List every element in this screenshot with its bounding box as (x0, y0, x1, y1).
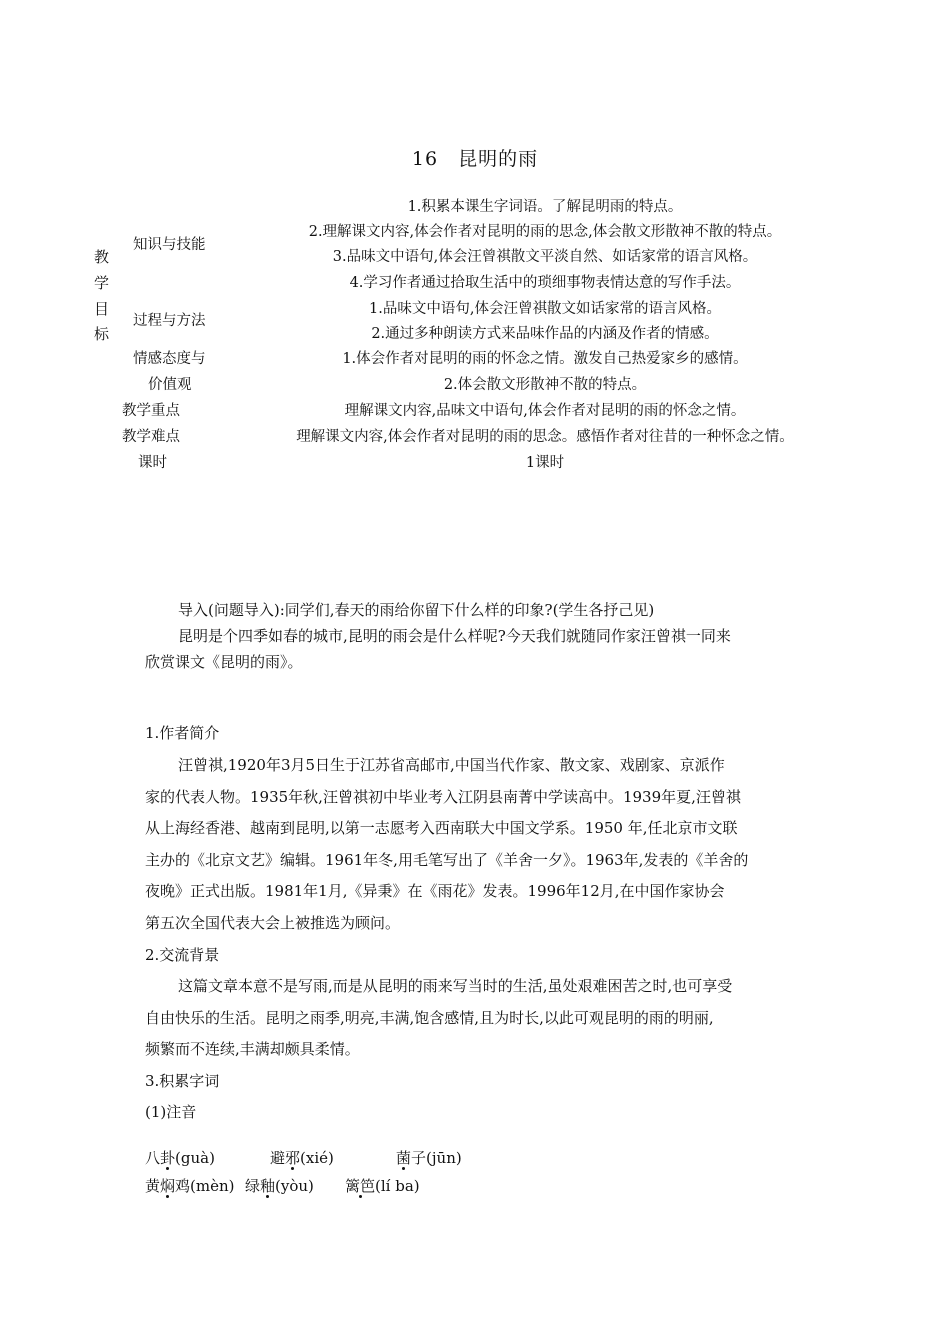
intro-line: 欣赏课文《昆明的雨》。 (145, 653, 303, 671)
background-heading: 2.交流背景 (145, 946, 220, 964)
pinyin: (lí ba) (375, 1177, 420, 1195)
author-line: 从上海经香港、越南到昆明,以第一志愿考入西南联大中国文学系。1950 年,任北京市文联 (145, 819, 738, 837)
vocab-subheading: (1)注音 (145, 1103, 197, 1121)
hours-label: 课时 (138, 455, 167, 471)
knowledge-item: 3.品味文中语句,体会汪曾祺散文平淡自然、如话家常的语言风格。 (332, 249, 758, 265)
vocab-word: 避邪(xié) (270, 1149, 334, 1167)
process-item: 1.品味文中语句,体会汪曾祺散文如话家常的语言风格。 (369, 301, 721, 317)
emphasis-char: 釉 (260, 1177, 276, 1195)
row-header-char: 标 (94, 325, 110, 343)
difficulty: 理解课文内容,体会作者对昆明的雨的思念。感悟作者对往昔的一种怀念之情。 (296, 429, 794, 445)
row-header-char: 目 (94, 300, 110, 318)
vocab-word: 绿釉(yòu) (245, 1177, 314, 1195)
emphasis-char: 卦 (160, 1149, 176, 1167)
knowledge-item: 1.积累本课生字词语。了解昆明雨的特点。 (407, 199, 683, 215)
pinyin: (jūn) (426, 1149, 462, 1167)
emotion-label: 情感态度与 (133, 351, 206, 367)
vocab-word: 菌子(jūn) (396, 1149, 462, 1167)
author-line: 主办的《北京文艺》编辑。1961年冬,用毛笔写出了《羊舍一夕》。1963年,发表的《羊舍的 (145, 851, 749, 869)
pinyin: (mèn) (190, 1177, 235, 1195)
emphasis-char: 菌 (396, 1149, 412, 1167)
pinyin: (xié) (300, 1149, 334, 1167)
author-line: 夜晚》正式出版。1981年1月,《异秉》在《雨花》发表。1996年12月,在中国作家协会 (145, 882, 725, 900)
row-header-char: 学 (94, 274, 110, 292)
emotion-item: 2.体会散文形散神不散的特点。 (443, 377, 647, 393)
author-line: 家的代表人物。1935年秋,汪曾祺初中毕业考入江阴县南菁中学读高中。1939年夏,汪曾祺 (145, 788, 741, 806)
vocab-heading: 3.积累字词 (145, 1072, 220, 1090)
intro-line: 昆明是个四季如春的城市,昆明的雨会是什么样呢?今天我们就随同作家汪曾祺一同来 (178, 627, 731, 645)
emphasis-char: 焖 (160, 1177, 176, 1195)
pinyin: (guà) (175, 1149, 215, 1167)
knowledge-label: 知识与技能 (133, 237, 206, 253)
emotion-item: 1.体会作者对昆明的雨的怀念之情。激发自己热爱家乡的感情。 (342, 351, 748, 367)
author-heading: 1.作者简介 (145, 724, 220, 742)
row-header-char: 教 (94, 248, 110, 266)
process-item: 2.通过多种朗读方式来品味作品的内涵及作者的情感。 (371, 326, 719, 342)
emotion-label-cont: 价值观 (148, 377, 192, 393)
background-line: 这篇文章本意不是写雨,而是从昆明的雨来写当时的生活,虽处艰难困苦之时,也可享受 (178, 977, 733, 995)
author-line: 第五次全国代表大会上被推选为顾问。 (145, 914, 401, 932)
pinyin: (yòu) (275, 1177, 314, 1195)
vocab-word (345, 1171, 420, 1201)
emphasis-char: 邪 (285, 1149, 301, 1167)
background-line: 频繁而不连续,丰满却颇具柔情。 (145, 1040, 360, 1058)
key-point-label: 教学重点 (122, 403, 180, 419)
background-line: 自由快乐的生活。昆明之雨季,明亮,丰满,饱含感情,且为时长,以此可观昆明的雨的明丽, (145, 1009, 714, 1027)
knowledge-item: 4.学习作者通过拾取生活中的琐细事物表情达意的写作手法。 (349, 275, 741, 291)
hours: 1课时 (525, 455, 565, 471)
key-point: 理解课文内容,品味文中语句,体会作者对昆明的雨的怀念之情。 (344, 403, 746, 419)
intro-line: 导入(问题导入):同学们,春天的雨给你留下什么样的印象?(学生各抒己见) (178, 601, 655, 619)
page-title: 16 昆明的雨 (411, 148, 539, 170)
knowledge-item: 2.理解课文内容,体会作者对昆明的雨的思念,体会散文形散神不散的特点。 (308, 224, 782, 240)
process-label: 过程与方法 (133, 313, 206, 329)
author-line: 汪曾祺,1920年3月5日生于江苏省高邮市,中国当代作家、散文家、戏剧家、京派作 (178, 756, 725, 774)
emphasis-char: 篱笆 (345, 1177, 376, 1195)
vocab-word: 八卦(guà) (145, 1149, 215, 1167)
vocab-word: 黄焖鸡(mèn) (145, 1177, 235, 1195)
difficulty-label: 教学难点 (122, 429, 180, 445)
